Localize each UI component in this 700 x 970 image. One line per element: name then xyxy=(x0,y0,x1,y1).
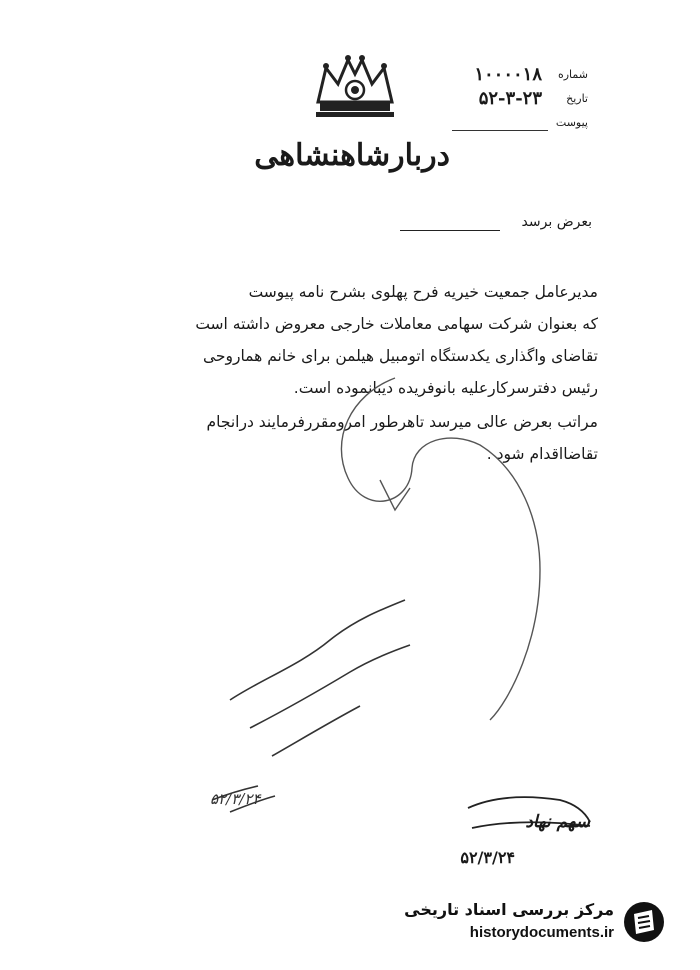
body-line: تقاضااقدام شود . xyxy=(486,445,598,463)
date-label: تاریخ xyxy=(566,92,588,105)
check-mark xyxy=(380,480,410,510)
handwritten-date: ۵۲/۳/۲۴ xyxy=(210,790,261,808)
watermark xyxy=(392,896,672,952)
signature-date: ۵۲/۳/۲۴ xyxy=(460,848,515,867)
handwritten-note-strokes xyxy=(212,600,410,812)
approval-loop-mark xyxy=(341,378,540,720)
watermark-url: historydocuments.ir xyxy=(469,924,614,941)
watermark-title: مرکز بررسی اسناد تاریخی xyxy=(404,900,614,919)
body-line: تقاضای واگذاری یکدستگاه اتومبیل هیلمن برای خانم هماروحی xyxy=(202,347,598,365)
number-label: شماره xyxy=(557,68,588,81)
body-line: رئیس دفترسرکارعلیه بانوفریده دیبانموده است. xyxy=(293,379,598,397)
court-title: دربارشاهنشاهی xyxy=(254,138,450,173)
salutation: بعرض برسد xyxy=(521,214,592,230)
body-line: که بعنوان شرکت سهامی معاملات خارجی معروض داشته است xyxy=(195,315,598,333)
number-value: ۱۰۰۰۰۱۸ xyxy=(474,64,542,85)
date-value: ۵۲-۳-۲۳ xyxy=(478,88,542,109)
body-line: مدیرعامل جمعیت خیریه فرح پهلوی بشرح نامه پیوست xyxy=(248,283,598,301)
body-line: مراتب بعرض عالی میرسد تاهرطور امرومقررفرمایند درانجام xyxy=(206,413,598,431)
attachment-label: پیوست xyxy=(555,116,588,129)
archive-logo-icon xyxy=(622,900,666,944)
signature-name: سهم نهاد xyxy=(525,812,590,832)
